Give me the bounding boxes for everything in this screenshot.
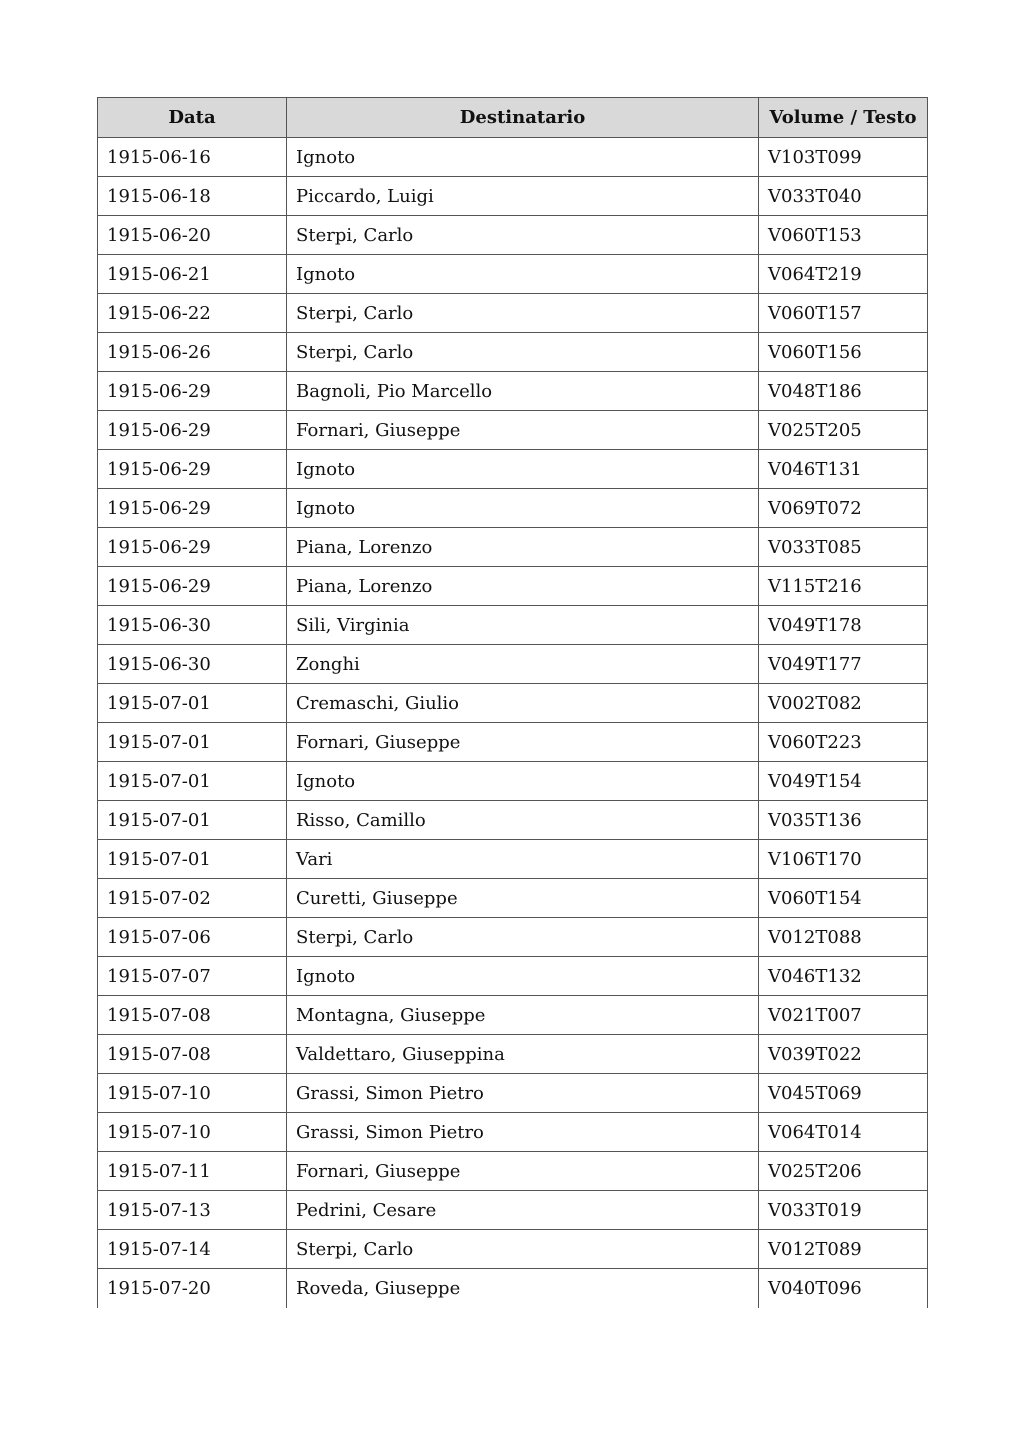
cell-volume-text: V035T136 [759,801,928,840]
cell-recipient: Bagnoli, Pio Marcello [287,372,759,411]
cell-volume-text: V115T216 [759,567,928,606]
cell-date: 1915-07-10 [98,1113,287,1152]
cell-volume-text: V046T131 [759,450,928,489]
table-row [98,1035,928,1074]
table-row [98,606,928,645]
cell-date: 1915-07-01 [98,723,287,762]
cell-recipient: Ignoto [287,450,759,489]
cell-volume-text: V103T099 [759,138,928,177]
table-body [98,138,928,1308]
cell-date: 1915-06-29 [98,567,287,606]
cell-date: 1915-06-18 [98,177,287,216]
cell-recipient: Curetti, Giuseppe [287,879,759,918]
cell-date: 1915-06-29 [98,411,287,450]
table-row [98,450,928,489]
cell-volume-text: V025T205 [759,411,928,450]
cell-date: 1915-06-29 [98,528,287,567]
cell-recipient: Sterpi, Carlo [287,294,759,333]
cell-date: 1915-06-21 [98,255,287,294]
table-row [98,1191,928,1230]
cell-volume-text: V039T022 [759,1035,928,1074]
header-recipient: Destinatario [287,98,759,138]
cell-date: 1915-06-16 [98,138,287,177]
cell-date: 1915-07-01 [98,762,287,801]
cell-volume-text: V064T014 [759,1113,928,1152]
cell-volume-text: V069T072 [759,489,928,528]
cell-volume-text: V033T085 [759,528,928,567]
table-row [98,918,928,957]
cell-date: 1915-07-07 [98,957,287,996]
cell-volume-text: V060T157 [759,294,928,333]
cell-volume-text: V002T082 [759,684,928,723]
cell-recipient: Ignoto [287,255,759,294]
cell-date: 1915-06-29 [98,450,287,489]
cell-date: 1915-07-01 [98,684,287,723]
cell-recipient: Grassi, Simon Pietro [287,1074,759,1113]
cell-volume-text: V106T170 [759,840,928,879]
cell-date: 1915-06-22 [98,294,287,333]
cell-date: 1915-06-30 [98,645,287,684]
table-row [98,840,928,879]
cell-volume-text: V060T154 [759,879,928,918]
cell-recipient: Valdettaro, Giuseppina [287,1035,759,1074]
cell-recipient: Piana, Lorenzo [287,528,759,567]
table-row [98,216,928,255]
cell-date: 1915-07-01 [98,840,287,879]
cell-date: 1915-06-29 [98,489,287,528]
table-header [98,98,928,138]
letters-table [97,97,928,1308]
table-row [98,1074,928,1113]
table-row [98,567,928,606]
cell-volume-text: V046T132 [759,957,928,996]
cell-date: 1915-07-01 [98,801,287,840]
table-row [98,1230,928,1269]
cell-recipient: Montagna, Giuseppe [287,996,759,1035]
header-row [98,98,928,138]
table-row [98,1113,928,1152]
cell-recipient: Risso, Camillo [287,801,759,840]
cell-date: 1915-06-20 [98,216,287,255]
table-row [98,684,928,723]
cell-volume-text: V049T154 [759,762,928,801]
table-row [98,801,928,840]
cell-date: 1915-07-13 [98,1191,287,1230]
cell-volume-text: V045T069 [759,1074,928,1113]
cell-date: 1915-07-11 [98,1152,287,1191]
cell-recipient: Sterpi, Carlo [287,1230,759,1269]
cell-volume-text: V049T178 [759,606,928,645]
table-row [98,1152,928,1191]
table-row [98,411,928,450]
table-row [98,1269,928,1308]
cell-recipient: Grassi, Simon Pietro [287,1113,759,1152]
table-row [98,333,928,372]
cell-date: 1915-07-20 [98,1269,287,1308]
cell-recipient: Sterpi, Carlo [287,333,759,372]
cell-date: 1915-06-29 [98,372,287,411]
table-row [98,177,928,216]
table-row [98,255,928,294]
cell-recipient: Roveda, Giuseppe [287,1269,759,1308]
cell-date: 1915-07-08 [98,1035,287,1074]
cell-recipient: Fornari, Giuseppe [287,411,759,450]
cell-date: 1915-06-26 [98,333,287,372]
cell-volume-text: V064T219 [759,255,928,294]
cell-volume-text: V060T153 [759,216,928,255]
table-row [98,879,928,918]
cell-volume-text: V012T089 [759,1230,928,1269]
cell-date: 1915-07-10 [98,1074,287,1113]
header-date: Data [98,98,287,138]
cell-volume-text: V048T186 [759,372,928,411]
cell-recipient: Zonghi [287,645,759,684]
cell-recipient: Vari [287,840,759,879]
cell-recipient: Sterpi, Carlo [287,918,759,957]
cell-recipient: Ignoto [287,762,759,801]
table-row [98,645,928,684]
cell-volume-text: V060T223 [759,723,928,762]
cell-recipient: Sili, Virginia [287,606,759,645]
table-row [98,762,928,801]
cell-date: 1915-06-30 [98,606,287,645]
cell-volume-text: V033T040 [759,177,928,216]
table-row [98,372,928,411]
cell-volume-text: V040T096 [759,1269,928,1308]
cell-date: 1915-07-08 [98,996,287,1035]
cell-volume-text: V021T007 [759,996,928,1035]
cell-recipient: Ignoto [287,957,759,996]
table-row [98,294,928,333]
cell-date: 1915-07-14 [98,1230,287,1269]
table-row [98,996,928,1035]
cell-recipient: Fornari, Giuseppe [287,1152,759,1191]
header-volume-text: Volume / Testo [759,98,928,138]
table-row [98,138,928,177]
cell-recipient: Fornari, Giuseppe [287,723,759,762]
cell-recipient: Ignoto [287,138,759,177]
cell-recipient: Piana, Lorenzo [287,567,759,606]
table-row [98,489,928,528]
cell-volume-text: V049T177 [759,645,928,684]
cell-recipient: Sterpi, Carlo [287,216,759,255]
cell-date: 1915-07-06 [98,918,287,957]
cell-recipient: Cremaschi, Giulio [287,684,759,723]
cell-volume-text: V012T088 [759,918,928,957]
cell-recipient: Piccardo, Luigi [287,177,759,216]
cell-recipient: Pedrini, Cesare [287,1191,759,1230]
table-row [98,723,928,762]
table-row [98,957,928,996]
cell-volume-text: V060T156 [759,333,928,372]
cell-date: 1915-07-02 [98,879,287,918]
table-row [98,528,928,567]
cell-recipient: Ignoto [287,489,759,528]
cell-volume-text: V025T206 [759,1152,928,1191]
cell-volume-text: V033T019 [759,1191,928,1230]
